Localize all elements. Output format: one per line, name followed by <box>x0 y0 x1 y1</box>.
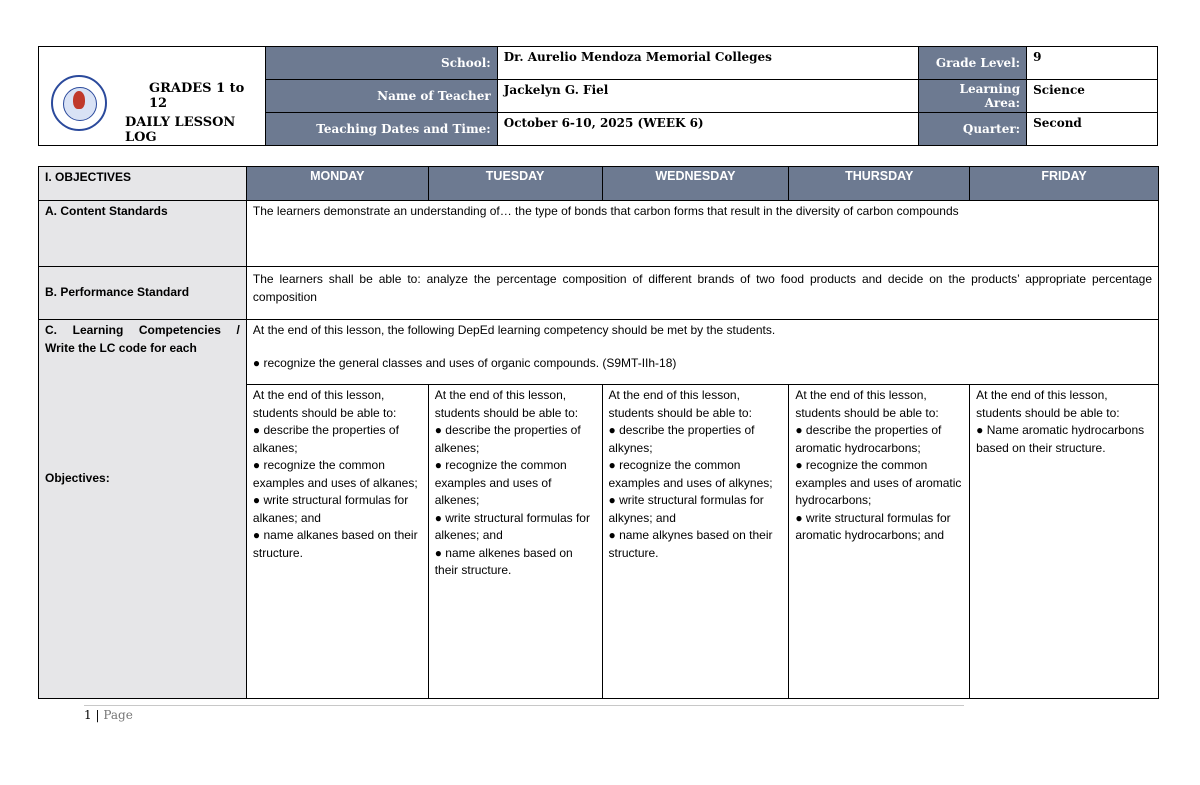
content-standards-label: A. Content Standards <box>39 201 247 267</box>
performance-standard-text: The learners shall be able to: analyze the percentage composition of different brands of two food products and decide on the products’ appropriate percentage composition <box>246 267 1158 320</box>
lc-label-part: Competencies <box>138 323 221 337</box>
objectives-tuesday-text: At the end of this lesson, students should be able to: ● describe the properties of alkenes; ● recognize the common examples and uses of alkenes; ● write structural formulas for alkenes; and ● name alkenes based on their structure. <box>434 388 590 577</box>
lc-intro-text: At the end of this lesson, the following DepEd learning competency should be met by the students. <box>252 323 776 337</box>
header-table <box>38 46 1158 146</box>
daily-lesson-log-title: DAILY LESSON LOG <box>125 115 236 145</box>
day-header-monday: MONDAY <box>246 167 428 201</box>
learning-competency-cell <box>246 320 1158 385</box>
objectives-heading: I. OBJECTIVES <box>39 167 247 201</box>
day-header-wednesday: WEDNESDAY <box>602 167 789 201</box>
content-standards-text: The learners demonstrate an understanding of… the type of bonds that carbon forms that result in the diversity of carbon compounds <box>246 201 1158 267</box>
day-header-thursday: THURSDAY <box>789 167 970 201</box>
school-value: Dr. Aurelio Mendoza Memorial Colleges <box>497 47 918 80</box>
objectives-friday <box>970 385 1159 699</box>
grades-title: GRADES 1 to 12 <box>149 81 245 111</box>
quarter-label: Quarter: <box>919 113 1027 146</box>
objectives-thursday <box>789 385 970 699</box>
performance-standard-label: B. Performance Standard <box>39 267 247 320</box>
teacher-label: Name of Teacher <box>266 80 498 113</box>
lc-item-text: ● recognize the general classes and uses of organic compounds. (S9MT-IIh-18) <box>252 355 677 370</box>
learning-area-value: Science <box>1027 80 1158 113</box>
objectives-monday-text: At the end of this lesson, students should be able to: ● describe the properties of alkanes; ● recognize the common examples and uses of alkanes; ● write structural formulas for alkanes; and ● name alkanes based on their structure. <box>252 388 418 560</box>
footer-separator: | <box>95 708 100 722</box>
school-label: School: <box>266 47 498 80</box>
page-word: Page <box>103 708 133 722</box>
lc-label-line <box>45 322 240 340</box>
objectives-wednesday-text: At the end of this lesson, students should be able to: ● describe the properties of alkynes; ● recognize the common examples and uses of alkynes; ● write structural formulas for alkynes; and ● name alkynes based on their structure. <box>608 388 773 560</box>
grade-level-value: 9 <box>1027 47 1158 80</box>
lesson-log-table <box>38 166 1159 699</box>
objectives-tuesday <box>428 385 602 699</box>
lc-label-part: Learning <box>72 323 124 337</box>
page-footer <box>84 708 133 722</box>
footer-divider <box>84 705 964 706</box>
quarter-value: Second <box>1027 113 1158 146</box>
objectives-thursday-text: At the end of this lesson, students should be able to: ● describe the properties of aromatic hydrocarbons; ● recognize the common examples and uses of aromatic hydrocarbons; ● write structural formulas for aromatic hydrocarbons; and <box>795 388 962 542</box>
header-brand <box>39 47 266 146</box>
lc-label-second-line: Write the LC code for each <box>45 340 197 355</box>
lc-label-part: C. <box>45 323 57 337</box>
learning-area-label: Learning Area: <box>919 80 1027 113</box>
objectives-friday-text: At the end of this lesson, students should be able to: ● Name aromatic hydrocarbons based on their structure. <box>976 388 1145 455</box>
lc-label-part: / <box>236 323 240 337</box>
objectives-wednesday <box>602 385 789 699</box>
objectives-monday <box>246 385 428 699</box>
grade-level-label: Grade Level: <box>919 47 1027 80</box>
day-header-tuesday: TUESDAY <box>428 167 602 201</box>
dates-label: Teaching Dates and Time: <box>266 113 498 146</box>
dates-value: October 6-10, 2025 (WEEK 6) <box>497 113 918 146</box>
page-number: 1 <box>84 708 92 722</box>
day-header-friday: FRIDAY <box>970 167 1159 201</box>
deped-seal-icon <box>51 75 107 131</box>
objectives-label: Objectives: <box>45 471 110 485</box>
teacher-value: Jackelyn G. Fiel <box>497 80 918 113</box>
learning-competencies-label <box>39 320 247 699</box>
